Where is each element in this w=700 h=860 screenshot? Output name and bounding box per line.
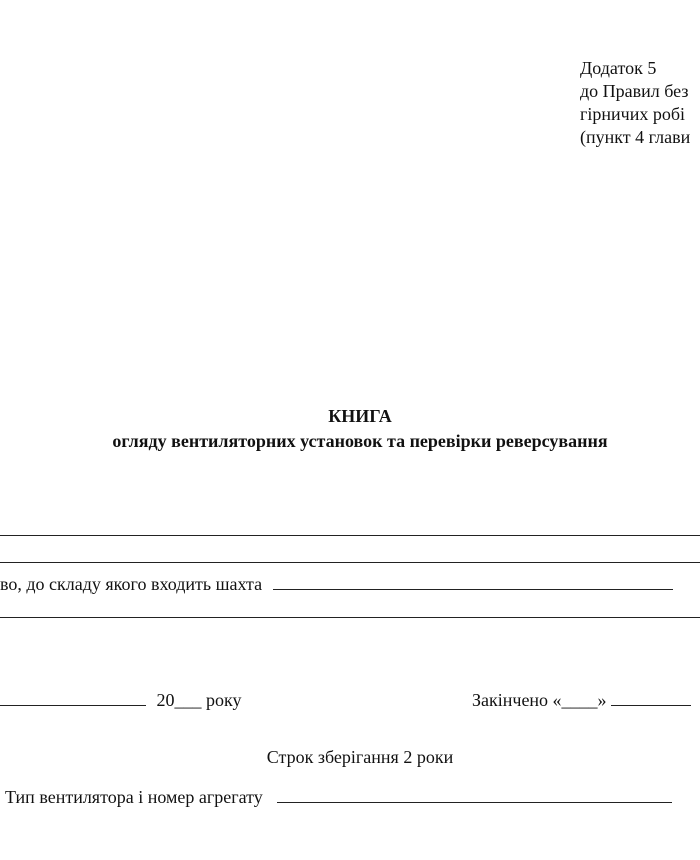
fan-type-label: Тип вентилятора і номер агрегату — [5, 787, 263, 807]
book-subtitle: огляду вентиляторних установок та перевірки реверсування — [112, 431, 608, 451]
finish-label: Закінчено «____» — [472, 690, 612, 710]
finish-month-blank[interactable] — [611, 687, 691, 706]
book-title: КНИГА — [328, 406, 392, 426]
finish-date-row — [472, 687, 691, 712]
storage-period: Строк зберігання 2 роки — [266, 747, 454, 767]
blank-line-1[interactable] — [0, 535, 700, 536]
fan-type-row — [5, 784, 672, 809]
start-date-blank[interactable] — [0, 687, 146, 706]
appendix-line-3: гірничих робі — [580, 104, 685, 124]
start-year-label: 20___ року — [156, 690, 242, 710]
blank-line-3[interactable] — [0, 617, 700, 618]
appendix-line-1: Додаток 5 — [580, 58, 657, 78]
appendix-line-2: до Правил без — [580, 81, 689, 101]
enterprise-row — [0, 571, 673, 596]
fan-type-blank[interactable] — [277, 784, 672, 803]
appendix-line-4: (пункт 4 глави — [580, 127, 691, 147]
enterprise-blank[interactable] — [273, 571, 673, 590]
start-date-row — [0, 687, 242, 712]
enterprise-label: во, до складу якого входить шахта — [0, 574, 263, 594]
appendix-block — [580, 57, 690, 149]
blank-line-2[interactable] — [0, 562, 700, 563]
